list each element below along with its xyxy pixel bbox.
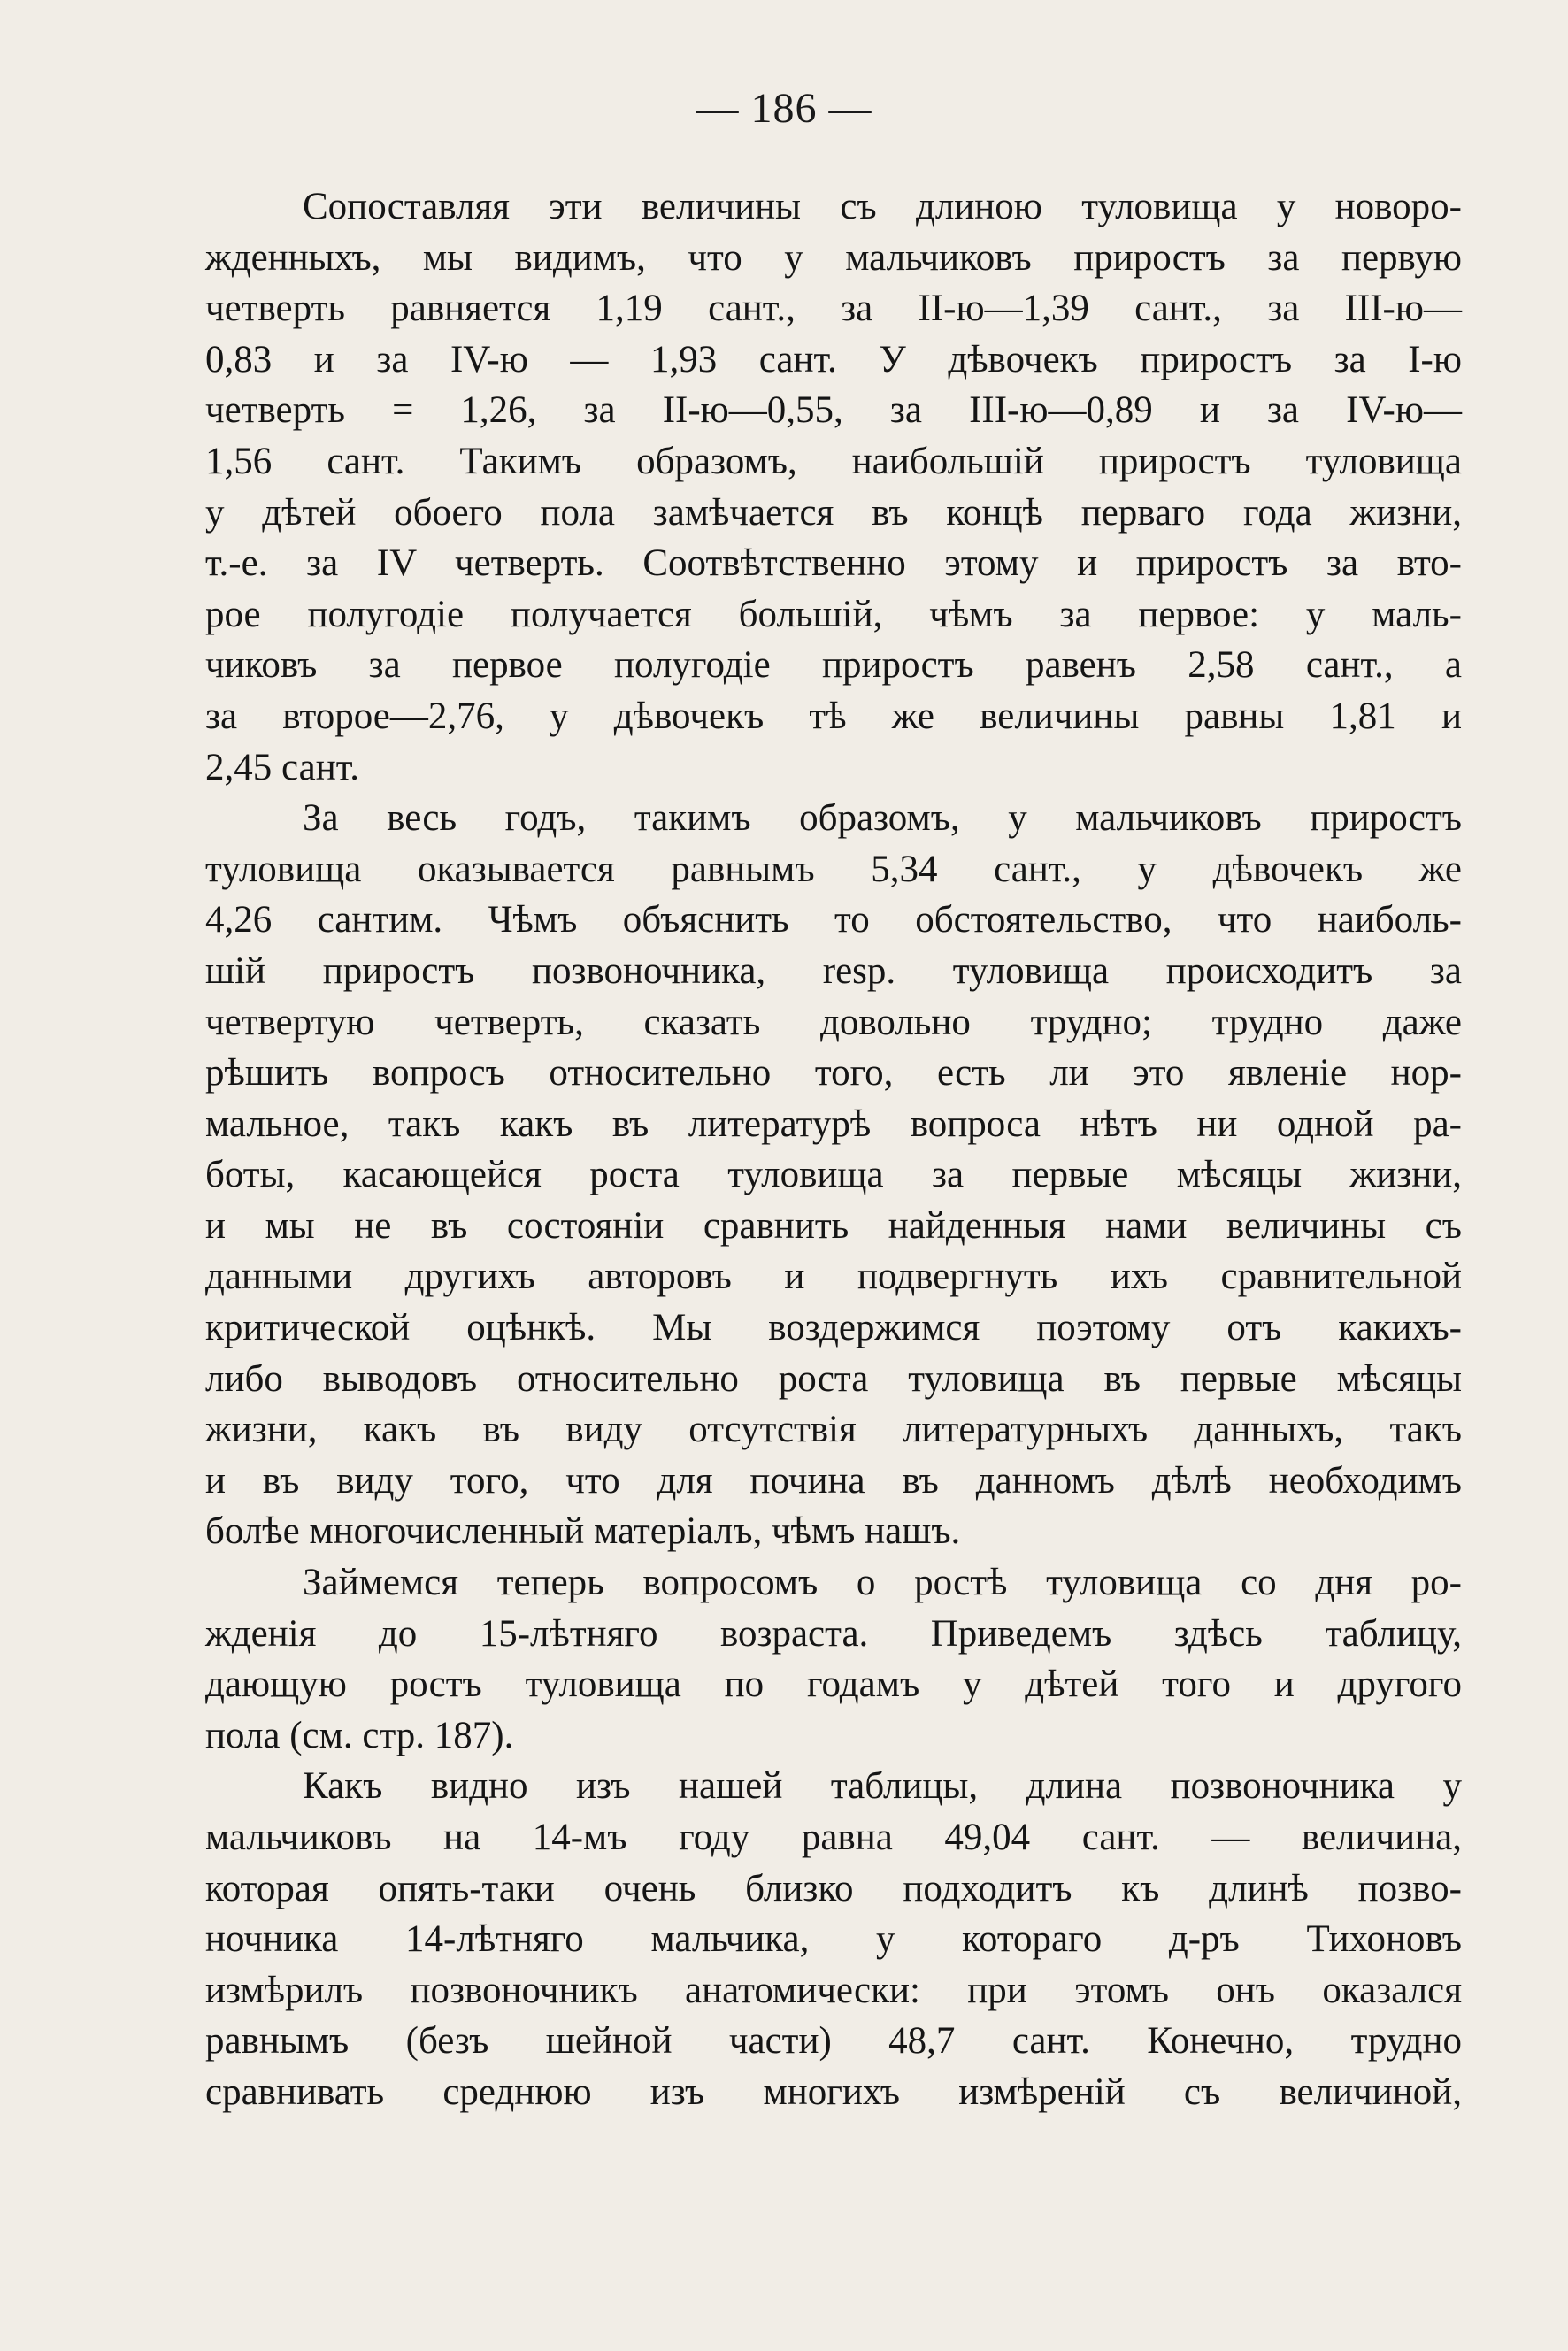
- text-line: четвертую четверть, сказать довольно трудно; трудно даже: [205, 1001, 1462, 1043]
- text-line: у дѣтей обоего пола замѣчается въ концѣ перваго года жизни,: [205, 491, 1462, 534]
- text-line: боты, касающейся роста туловища за первые мѣсяцы жизни,: [205, 1154, 1462, 1196]
- text-line: болѣе многочисленный матеріалъ, чѣмъ нашъ.: [205, 1510, 961, 1553]
- paragraph-2: [205, 793, 1462, 1557]
- text-line: Сопоставляя эти величины съ длиною туловища у новоро-: [303, 186, 1462, 227]
- text-line: мальчиковъ на 14-мъ году равна 49,04 сант. — величина,: [205, 1817, 1462, 1858]
- text-line: измѣрилъ позвоночникъ анатомически: при этомъ онъ оказался: [205, 1969, 1462, 2011]
- text-line: Какъ видно изъ нашей таблицы, длина позвоночника у: [303, 1765, 1462, 1808]
- text-line: и въ виду того, что для почина въ данномъ дѣлѣ необходимъ: [205, 1459, 1462, 1502]
- text-line: шій приростъ позвоночника, resp. туловища происходитъ за: [205, 949, 1462, 992]
- text-line: пола (см. стр. 187).: [205, 1714, 514, 1756]
- text-line: 0,83 и за IV-ю — 1,93 сант. У дѣвочекъ приростъ за I-ю: [205, 338, 1462, 380]
- text-line: либо выводовъ относительно роста туловища въ первые мѣсяцы: [205, 1357, 1462, 1400]
- text-line: жденія до 15-лѣтняго возраста. Приведемъ здѣсь таблицу,: [205, 1612, 1462, 1655]
- text-line: дающую ростъ туловища по годамъ у дѣтей того и другого: [205, 1663, 1462, 1706]
- paragraph-3: [205, 1557, 1462, 1761]
- text-line: мальное, такъ какъ въ литературѣ вопроса нѣтъ ни одной ра-: [205, 1103, 1462, 1145]
- text-line: туловища оказывается равнымъ 5,34 сант., у дѣвочекъ же: [205, 848, 1462, 890]
- body-text: [205, 181, 1462, 2118]
- text-line: данными другихъ авторовъ и подвергнуть ихъ сравнительной: [205, 1256, 1462, 1298]
- text-line: жизни, какъ въ виду отсутствія литературныхъ данныхъ, такъ: [205, 1409, 1462, 1451]
- text-line: 1,56 сант. Такимъ образомъ, наибольшій приростъ туловища: [205, 440, 1462, 482]
- text-line: Займемся теперь вопросомъ о ростѣ туловища со дня ро-: [303, 1562, 1462, 1604]
- text-line: равнымъ (безъ шейной части) 48,7 сант. Конечно, трудно: [205, 2020, 1462, 2063]
- text-line: и мы не въ состояніи сравнить найденныя нами величины съ: [205, 1204, 1462, 1247]
- paragraph-1: [205, 181, 1462, 793]
- text-line: четверть = 1,26, за II-ю—0,55, за III-ю—0,89 и за IV-ю—: [205, 389, 1462, 432]
- text-line: 4,26 сантим. Чѣмъ объяснить то обстоятельство, что наиболь-: [205, 899, 1462, 941]
- text-line: 2,45 сант.: [205, 746, 360, 788]
- text-line: за второе—2,76, у дѣвочекъ тѣ же величины равны 1,81 и: [205, 695, 1462, 737]
- paragraph-4: [205, 1761, 1462, 2117]
- text-line: чиковъ за первое полугодіе приростъ равенъ 2,58 сант., а: [205, 644, 1462, 687]
- text-line: которая опять-таки очень близко подходитъ къ длинѣ позво-: [205, 1867, 1462, 1909]
- text-line: За весь годъ, такимъ образомъ, у мальчиковъ приростъ: [303, 797, 1462, 840]
- text-line: рѣшить вопросъ относительно того, есть ли это явленіе нор-: [205, 1052, 1462, 1095]
- text-line: рое полугодіе получается большій, чѣмъ за первое: у маль-: [205, 593, 1462, 635]
- text-line: жденныхъ, мы видимъ, что у мальчиковъ приростъ за первую: [205, 236, 1462, 279]
- text-line: критической оцѣнкѣ. Мы воздержимся поэтому отъ какихъ-: [205, 1307, 1462, 1349]
- text-line: ночника 14-лѣтняго мальчика, у котораго д-ръ Тихоновъ: [205, 1918, 1462, 1961]
- text-line: четверть равняется 1,19 сант., за II-ю—1,39 сант., за III-ю—: [205, 288, 1462, 330]
- text-line: сравнивать среднюю изъ многихъ измѣреній съ величиной,: [205, 2071, 1462, 2113]
- text-line: т.-е. за IV четверть. Соотвѣтственно этому и приростъ за вто-: [205, 542, 1462, 585]
- page-number: — 186 —: [696, 85, 872, 132]
